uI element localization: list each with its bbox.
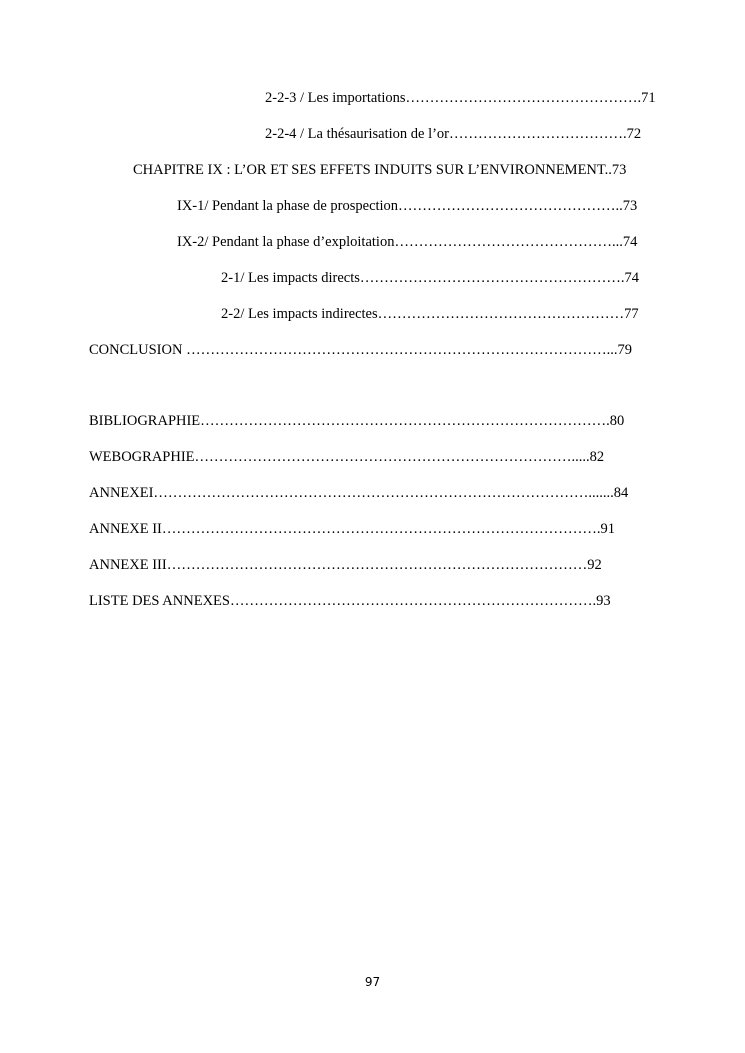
toc-entry-bibliographie: BIBLIOGRAPHIE………………………………………………………………………….80 <box>89 413 625 429</box>
toc-entry-impacts-directs: 2-1/ Les impacts directs……………………………………………….74 <box>221 270 640 286</box>
page-number: 97 <box>364 975 381 989</box>
toc-entry-thesaurisation: 2-2-4 / La thésaurisation de l’or……………………………….72 <box>265 126 642 142</box>
toc-entry-prospection: IX-1/ Pendant la phase de prospection………………………………………..73 <box>177 198 638 214</box>
toc-entry-liste-annexes: LISTE DES ANNEXES………………………………………………………………….93 <box>89 593 611 609</box>
toc-entry-conclusion: CONCLUSION ……………………………………………………………………………...79 <box>89 342 632 358</box>
toc-entry-webographie: WEBOGRAPHIE…………………………………………………………………….....82 <box>89 449 605 465</box>
toc-entry-importations: 2-2-3 / Les importations………………………………………….71 <box>265 90 656 106</box>
toc-entry-chapitre-ix: CHAPITRE IX : L’OR ET SES EFFETS INDUITS SUR L’ENVIRONNEMENT..73 <box>133 162 627 178</box>
toc-entry-annexe-i: ANNEXEI……………………………………………………………………………….......84 <box>89 485 629 501</box>
toc-entry-impacts-indirectes: 2-2/ Les impacts indirectes……………………………………………77 <box>221 306 639 322</box>
toc-entry-annexe-ii: ANNEXE II……………………………………………………………………………….91 <box>89 521 616 537</box>
toc-entry-annexe-iii: ANNEXE III……………………………………………………………………………92 <box>89 557 602 573</box>
toc-entry-exploitation: IX-2/ Pendant la phase d’exploitation………………………………………...74 <box>177 234 638 250</box>
